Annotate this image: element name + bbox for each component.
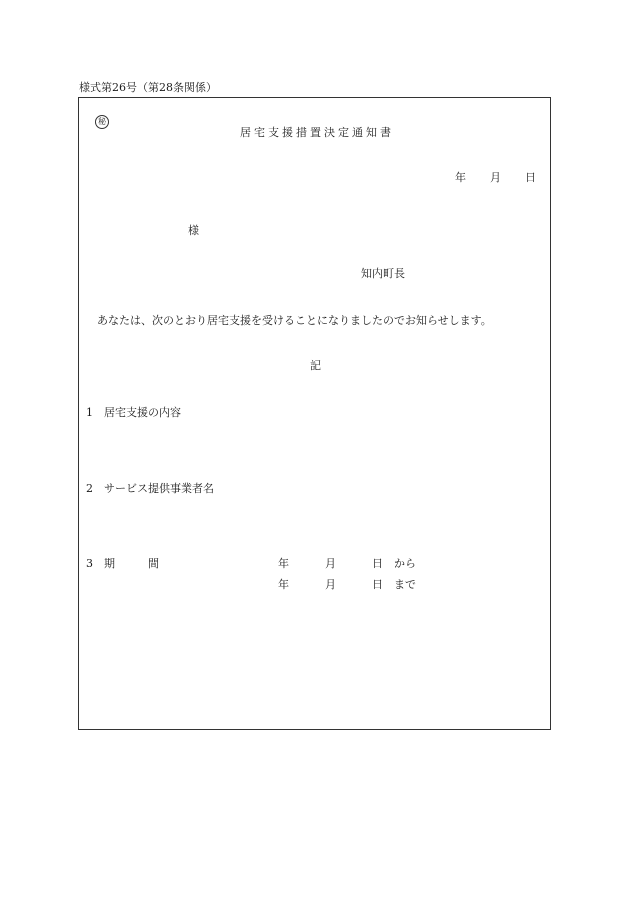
issuer-name: 知内町長 xyxy=(361,267,405,280)
notice-date-day: 日 xyxy=(525,171,536,184)
recipient-honorific: 様 xyxy=(188,224,199,237)
period-to-year: 年 xyxy=(278,578,289,591)
item-3-label-part-1: 期 xyxy=(104,557,115,570)
period-from-month: 月 xyxy=(325,557,336,570)
period-to-month: 月 xyxy=(325,578,336,591)
period-from-suffix: から xyxy=(394,557,416,570)
ki-heading: 記 xyxy=(310,359,321,372)
notice-date-month: 月 xyxy=(490,171,501,184)
item-2-number: 2 xyxy=(86,482,93,495)
item-3-label-part-2: 間 xyxy=(148,557,159,570)
confidential-seal-icon: 秘 xyxy=(95,115,109,129)
form-number-label: 様式第26号（第28条関係） xyxy=(79,81,217,94)
item-1-number: 1 xyxy=(86,406,93,419)
period-to-day: 日 xyxy=(372,578,383,591)
notice-body-text: あなたは、次のとおり居宅支援を受けることになりましたのでお知らせします。 xyxy=(97,314,492,327)
period-from-day: 日 xyxy=(372,557,383,570)
item-1-label: 居宅支援の内容 xyxy=(104,406,181,419)
item-2-label: サービス提供事業者名 xyxy=(104,482,214,495)
document-title: 居宅支援措置決定通知書 xyxy=(240,126,394,139)
period-to-suffix: まで xyxy=(394,578,416,591)
notice-date-year: 年 xyxy=(455,171,466,184)
item-3-number: 3 xyxy=(86,557,93,570)
period-from-year: 年 xyxy=(278,557,289,570)
